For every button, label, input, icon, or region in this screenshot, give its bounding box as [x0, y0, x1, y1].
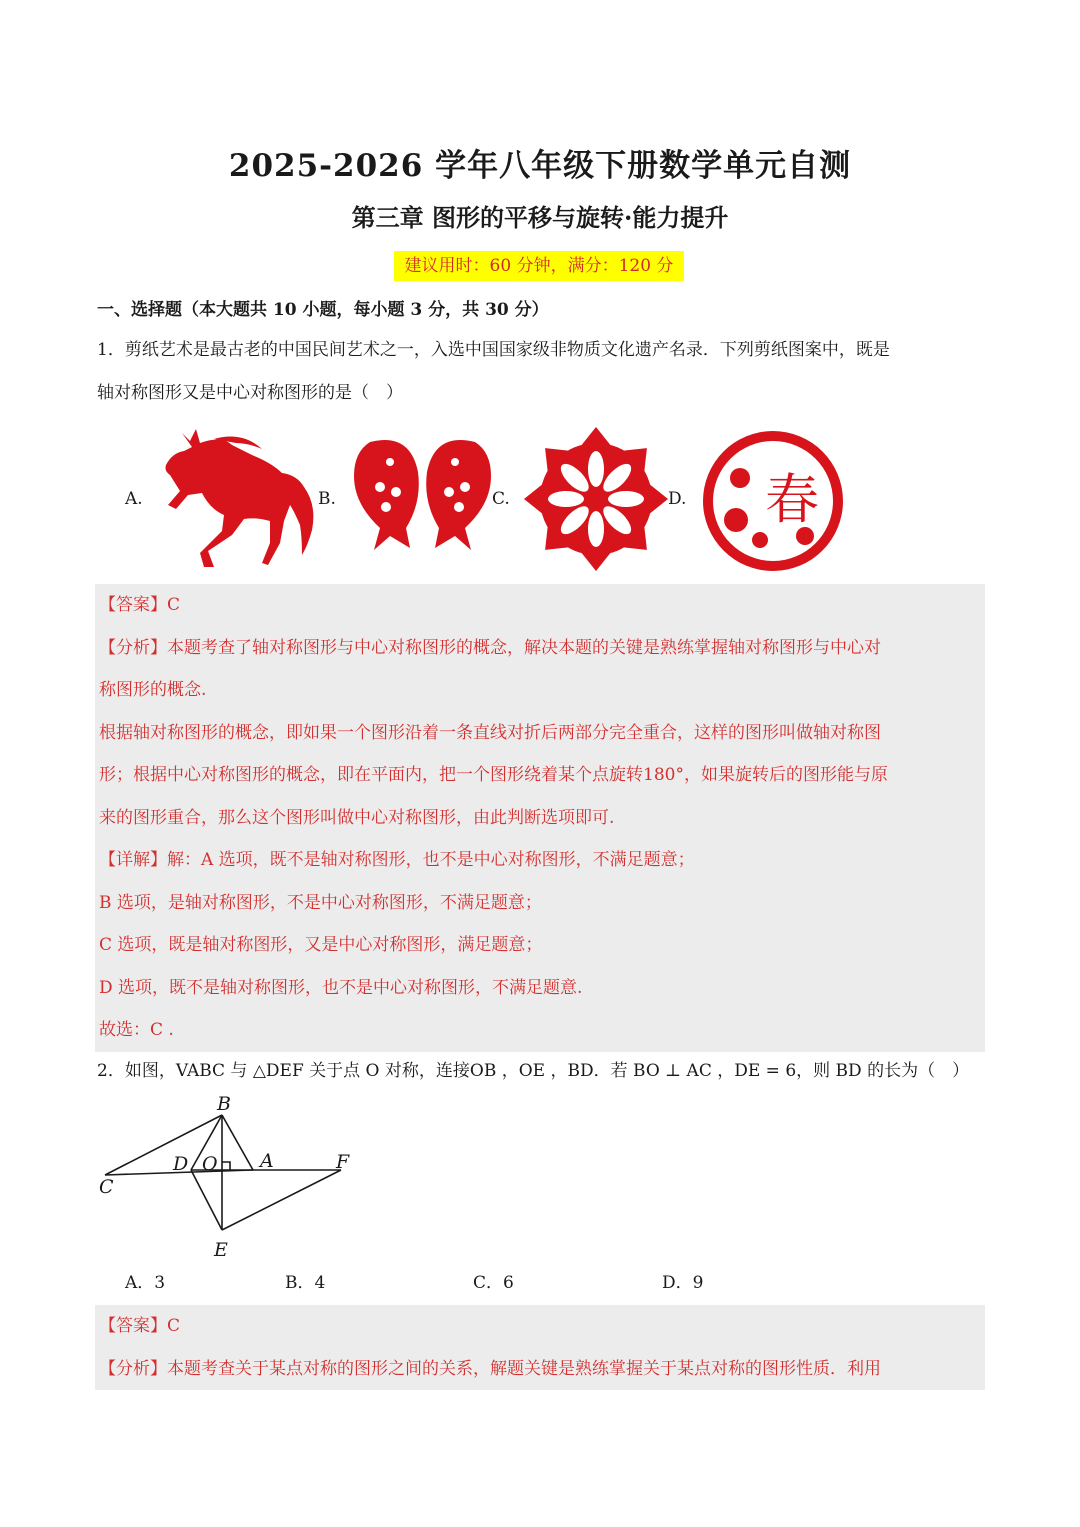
q1-option-d-label: D.: [668, 489, 687, 509]
point-o-label: O: [202, 1153, 218, 1175]
q1-solution-line: 根据轴对称图形的概念，即如果一个图形沿着一条直线对折后两部分完全重合，这样的图形叫做轴对称图: [99, 722, 881, 743]
q1-solution-line: 故选：C .: [99, 1020, 174, 1040]
q2-geometry-figure: [95, 1090, 365, 1260]
page-title: 2025-2026 学年八年级下册数学单元自测: [228, 148, 852, 184]
q1-solution-line: 形；根据中心对称图形的概念，即在平面内，把一个图形绕着某个点旋转180°，如果旋转后的图形能与原: [99, 765, 888, 785]
point-d-label: D: [173, 1153, 189, 1175]
q2-solution-line: 【答案】C: [99, 1316, 181, 1336]
section-heading: 一、选择题（本大题共 10 小题，每小题 3 分，共 30 分）: [97, 300, 549, 320]
q2-stem: 2．如图，VABC 与 △DEF 关于点 O 对称，连接OB ，OE ，BD．若 BO ⊥ AC ，DE = 6，则 BD 的长为（ ）: [97, 1061, 970, 1081]
twin-fish-papercut-image: [350, 432, 495, 560]
point-f-label: F: [336, 1151, 350, 1173]
q2-solution-line: 【分析】本题考查关于某点对称的图形之间的关系，解题关键是熟练掌握关于某点对称的图形性质．利用: [99, 1358, 881, 1379]
q1-solution-line: 称图形的概念.: [99, 680, 207, 700]
q1-solution-line: 【答案】C: [99, 595, 181, 615]
q2-option-d: D．9: [662, 1273, 704, 1293]
chun-character-text: 春: [765, 468, 819, 531]
horse-papercut-image: [152, 425, 322, 570]
q1-solution-line: B 选项，是轴对称图形，不是中心对称图形，不满足题意；: [99, 892, 542, 913]
point-a-label: A: [260, 1150, 274, 1172]
point-e-label: E: [214, 1239, 228, 1260]
point-c-label: C: [99, 1176, 114, 1198]
q2-solution-box: [95, 1305, 985, 1390]
q2-option-c: C．6: [473, 1273, 514, 1293]
chun-papercut-image: [700, 428, 846, 574]
q1-stem: [97, 329, 987, 415]
q1-option-b-label: B.: [318, 489, 336, 509]
q1-stem-line1: 1．剪纸艺术是最古老的中国民间艺术之一，入选中国国家级非物质文化遗产名录．下列剪纸图案中，既是: [97, 340, 890, 360]
q1-solution-box: [95, 584, 985, 1052]
q2-option-a: A．3: [125, 1273, 166, 1293]
q1-option-c-label: C.: [492, 489, 510, 509]
flower-papercut-image: [523, 426, 669, 572]
q1-option-a-label: A.: [125, 489, 143, 509]
q1-solution-line: 来的图形重合，那么这个图形叫做中心对称图形，由此判断选项即可.: [99, 807, 615, 828]
q1-solution-line: 【详解】解：A 选项，既不是轴对称图形，也不是中心对称图形，不满足题意；: [99, 850, 695, 870]
point-b-label: B: [217, 1093, 231, 1115]
chapter-subtitle: 第三章 图形的平移与旋转·能力提升: [351, 203, 729, 232]
q2-option-b: B．4: [285, 1273, 326, 1293]
q1-solution-line: 【分析】本题考查了轴对称图形与中心对称图形的概念，解决本题的关键是熟练掌握轴对称图形与中心对: [99, 637, 881, 658]
q1-solution-line: C 选项，既是轴对称图形，又是中心对称图形，满足题意；: [99, 935, 543, 955]
q1-stem-line2: 轴对称图形又是中心对称图形的是（ ）: [97, 383, 403, 403]
q1-solution-line: D 选项，既不是轴对称图形，也不是中心对称图形，不满足题意.: [99, 977, 583, 998]
time-note: 建议用时：60 分钟，满分：120 分: [394, 251, 684, 281]
